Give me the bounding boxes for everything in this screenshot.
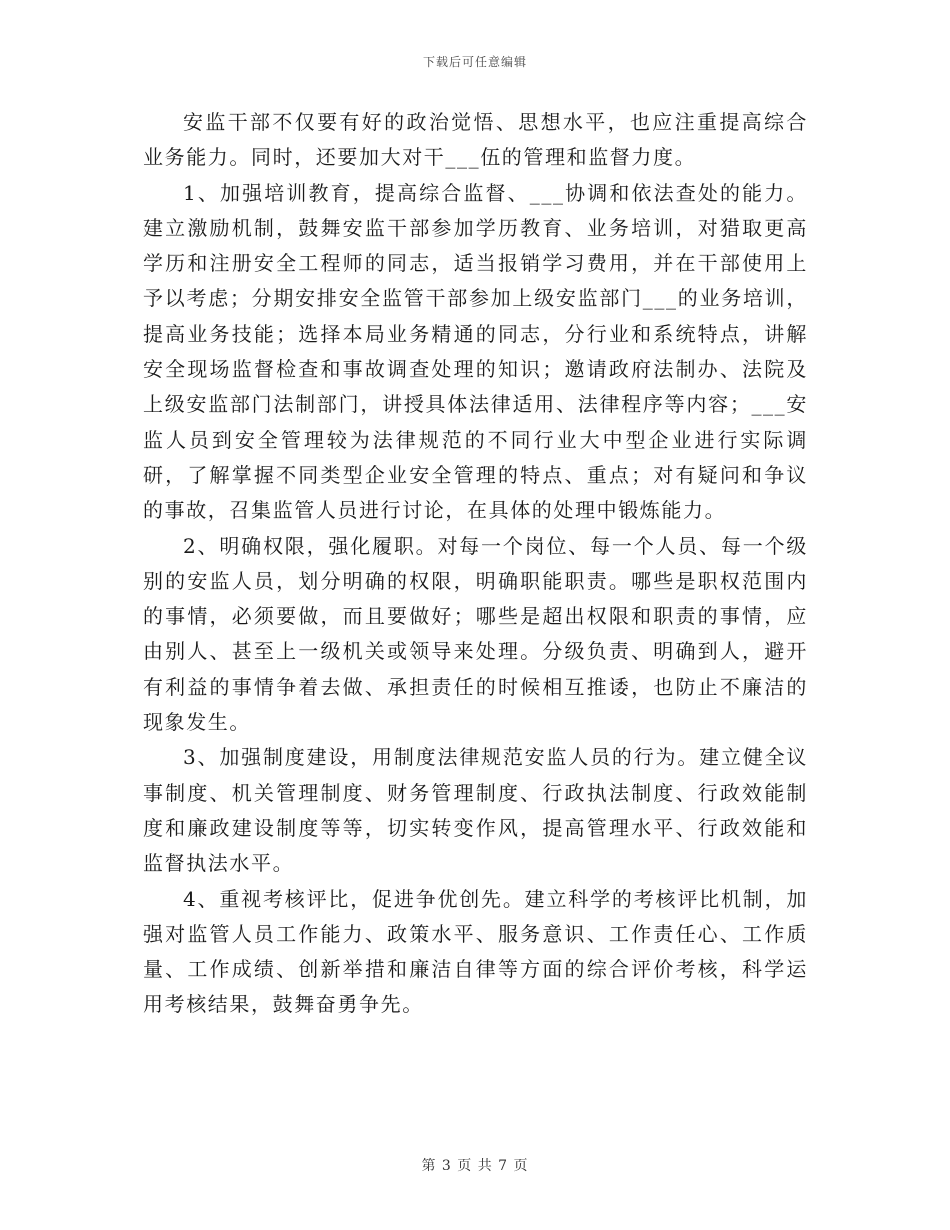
paragraph-authority: 2、明确权限，强化履职。对每一个岗位、每一个人员、每一个级别的安监人员，划分明确的权限，明确职能职责。哪些是职权范围内的事情，必须要做，而且要做好；哪些是超出权限和职责的事情，应由别人、甚至上一级机关或领导来处理。分级负责、明确到人，避开有利益的事情争着去做、承担责任的时候相互推诿，也防止不廉洁的现象发生。 [143, 533, 808, 735]
paragraph-training: 1、加强培训教育，提高综合监督、___协调和依法查处的能力。建立激励机制，鼓舞安监干部参加学历教育、业务培训，对猎取更高学历和注册安全工程师的同志，适当报销学习费用，并在干部使用上予以考虑；分期安排安全监管干部参加上级安监部门___的业务培训，提高业务技能；选择本局业务精通的同志，分行业和系统特点，讲解安全现场监督检查和事故调查处理的知识；邀请政府法制办、法院及上级安监部门法制部门，讲授具体法律适用、法律程序等内容；___安监人员到安全管理较为法律规范的不同行业大中型企业进行实际调研，了解掌握不同类型企业安全管理的特点、重点；对有疑问和争议的事故，召集监管人员进行讨论，在具体的处理中锻炼能力。 [143, 180, 808, 523]
paragraph-assessment: 4、重视考核评比，促进争优创先。建立科学的考核评比机制，加强对监管人员工作能力、政策水平、服务意识、工作责任心、工作质量、工作成绩、创新举措和廉洁自律等方面的综合评价考核，科学运用考核结果，鼓舞奋勇争先。 [143, 886, 808, 1017]
paragraph-intro: 安监干部不仅要有好的政治觉悟、思想水平，也应注重提高综合业务能力。同时，还要加大对干___伍的管理和监督力度。 [143, 110, 808, 170]
page-header: 下载后可任意编辑 [422, 55, 527, 69]
page-number: 第 3 页 共 7 页 [421, 1158, 529, 1174]
paragraph-system: 3、加强制度建设，用制度法律规范安监人员的行为。建立健全议事制度、机关管理制度、财务管理制度、行政执法制度、行政效能制度和廉政建设制度等等，切实转变作风，提高管理水平、行政效能和监督执法水平。 [143, 745, 808, 876]
document-body [143, 105, 808, 1023]
